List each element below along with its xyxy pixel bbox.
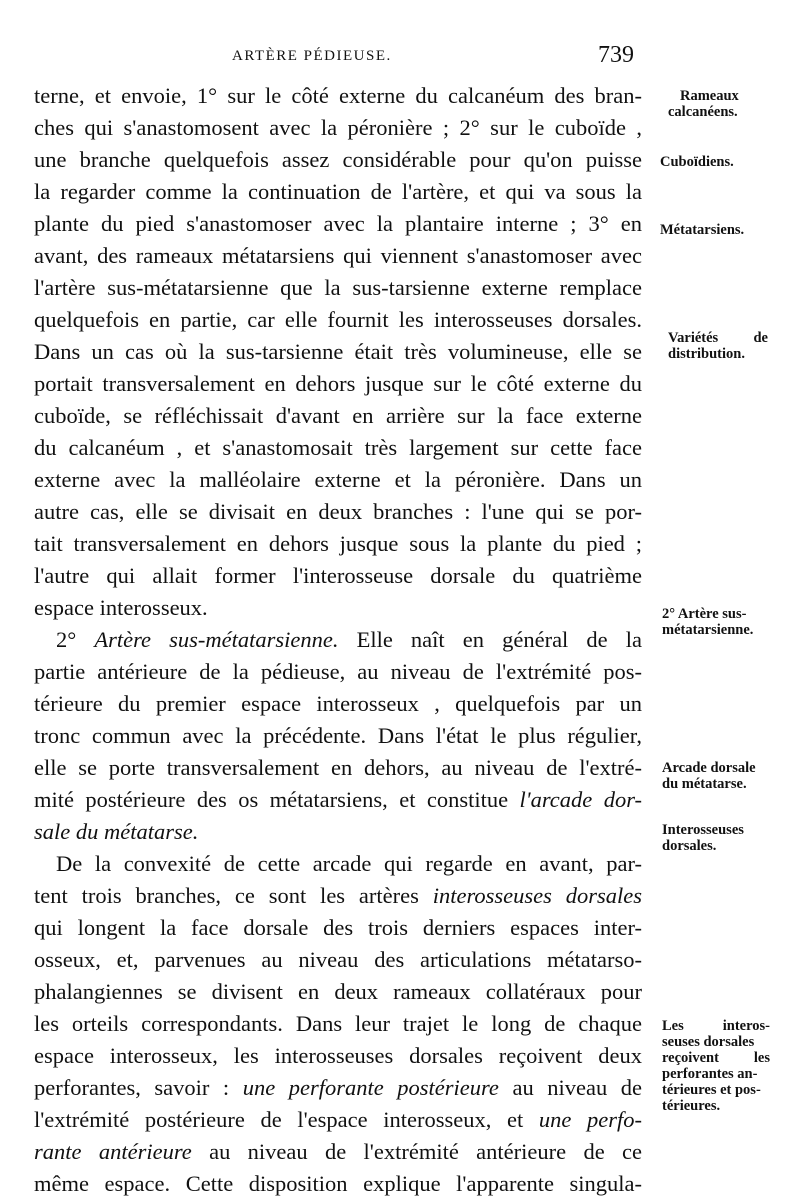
line-part: 2° [56, 627, 95, 652]
text-line: l'artère sus-métatarsienne que la sus-tarsienne externe remplace [34, 275, 642, 300]
margin-note-perforantes [662, 1018, 770, 1114]
note-line: Variétés de [668, 330, 768, 346]
emphasis: rante antérieure [34, 1139, 192, 1164]
running-title: ARTÈRE PÉDIEUSE. [232, 48, 392, 64]
text-line: plante du pied s'anastomoser avec la plantaire interne ; 3° en [34, 211, 642, 236]
section-heading: Artère sus-métatarsienne. [94, 627, 339, 652]
text-line [34, 784, 642, 816]
text-line: cuboïde, se réfléchissait d'avant en arrière sur la face externe [34, 403, 642, 428]
text-line: partie antérieure de la pédieuse, au niveau de l'extrémité pos- [34, 659, 642, 684]
text-line: tait transversalement en dehors jusque sous la plante du pied ; [34, 531, 642, 556]
note-line: Arcade dorsale [662, 760, 756, 776]
note-line: distribution. [668, 346, 745, 362]
text-line [34, 1104, 642, 1136]
text-line: qui longent la face dorsale des trois derniers espaces inter- [34, 915, 642, 940]
text-line: la regarder comme la continuation de l'artère, et qui va sous la [34, 179, 642, 204]
text-line [34, 1136, 642, 1168]
text-line: elle se porte transversalement en dehors, au niveau de l'extré- [34, 755, 642, 780]
margin-note-sus-metatarsienne [662, 606, 770, 638]
margin-note-interosseuses [662, 822, 772, 854]
margin-note-rameaux [668, 88, 768, 120]
text-line: Dans un cas où la sus-tarsienne était très volumineuse, elle se [34, 339, 642, 364]
note-line: reçoivent les [662, 1050, 770, 1066]
line-part: perforantes, savoir : [34, 1075, 243, 1100]
page-header [0, 42, 800, 72]
note-line: Interosseuses [662, 822, 744, 838]
note-line: 2° Artère sus- [662, 606, 747, 622]
text-line: quelquefois en partie, car elle fournit les interosseuses dorsales. [34, 307, 642, 332]
text-line: térieure du premier espace interosseux , quelquefois par un [34, 691, 642, 716]
note-line: du métatarse. [662, 776, 747, 792]
text-line: l'autre qui allait former l'interosseuse dorsale du quatrième [34, 563, 642, 588]
text-line: espace interosseux. [34, 595, 208, 620]
text-line: tronc commun avec la précédente. Dans l'état le plus régulier, [34, 723, 642, 748]
note-line: métatarsienne. [662, 622, 754, 638]
text-line: autre cas, elle se divisait en deux branches : l'une qui se por- [34, 499, 642, 524]
text-line: même espace. Cette disposition explique l'apparente singula- [34, 1171, 642, 1196]
margin-note-arcade [662, 760, 770, 792]
text-line [34, 880, 642, 912]
text-line: phalangiennes se divisent en deux rameaux collatéraux pour [34, 979, 642, 1004]
note-line: térieures et pos- [662, 1082, 761, 1098]
note-line: seuses dorsales [662, 1034, 755, 1050]
text-line: les orteils correspondants. Dans leur trajet le long de chaque [34, 1011, 642, 1036]
text-line: espace interosseux, les interosseuses dorsales reçoivent deux [34, 1043, 642, 1068]
margin-note-cuboidiens [660, 154, 770, 170]
margin-note-metatarsiens [660, 222, 770, 238]
emphasis: interosseuses dorsales [432, 883, 642, 908]
text-line: osseux, et, parvenues au niveau des articulations métatarso- [34, 947, 642, 972]
text-line: du calcanéum , et s'anastomosait très largement sur cette face [34, 435, 642, 460]
line-part: Elle naît en général de la [338, 627, 642, 652]
text-line: ches qui s'anastomosent avec la péronière ; 2° sur le cuboïde , [34, 115, 642, 140]
note-line: Métatarsiens. [660, 222, 745, 238]
text-line: De la convexité de cette arcade qui regarde en avant, par- [56, 851, 642, 876]
note-line: térieures. [662, 1098, 721, 1114]
note-line: Cuboïdiens. [660, 154, 734, 170]
line-part: mité postérieure des os métatarsiens, et constitue [34, 787, 520, 812]
text-line: terne, et envoie, 1° sur le côté externe du calcanéum des bran- [34, 83, 642, 108]
line-part: tent trois branches, ce sont les artères [34, 883, 433, 908]
emphasis: l'arcade dor- [519, 787, 642, 812]
emphasis: sale du métatarse. [34, 819, 199, 844]
text-line: avant, des rameaux métatarsiens qui viennent s'anastomoser avec [34, 243, 642, 268]
note-line: perforantes an- [662, 1066, 758, 1082]
note-line: Les interos- [662, 1018, 770, 1034]
text-line: portait transversalement en dehors jusque sur le côté externe du [34, 371, 642, 396]
text-line [34, 1072, 642, 1104]
line-part: l'extrémité postérieure de l'espace interosseux, et [34, 1107, 539, 1132]
text-line: une branche quelquefois assez considérable pour qu'on puisse [34, 147, 642, 172]
text-line: externe avec la malléolaire externe et la péronière. Dans un [34, 467, 642, 492]
note-line: calcanéens. [668, 104, 738, 120]
page-number: 739 [598, 42, 634, 68]
emphasis: une perforante postérieure [242, 1075, 499, 1100]
line-part: au niveau de l'extrémité antérieure de ce [191, 1139, 642, 1164]
emphasis: une perfo- [538, 1107, 642, 1132]
note-line: Rameaux [680, 88, 739, 104]
text-line [34, 624, 642, 656]
margin-note-varietes [668, 330, 768, 362]
line-part: au niveau de [498, 1075, 643, 1100]
note-line: dorsales. [662, 838, 717, 854]
text-line [34, 816, 642, 848]
